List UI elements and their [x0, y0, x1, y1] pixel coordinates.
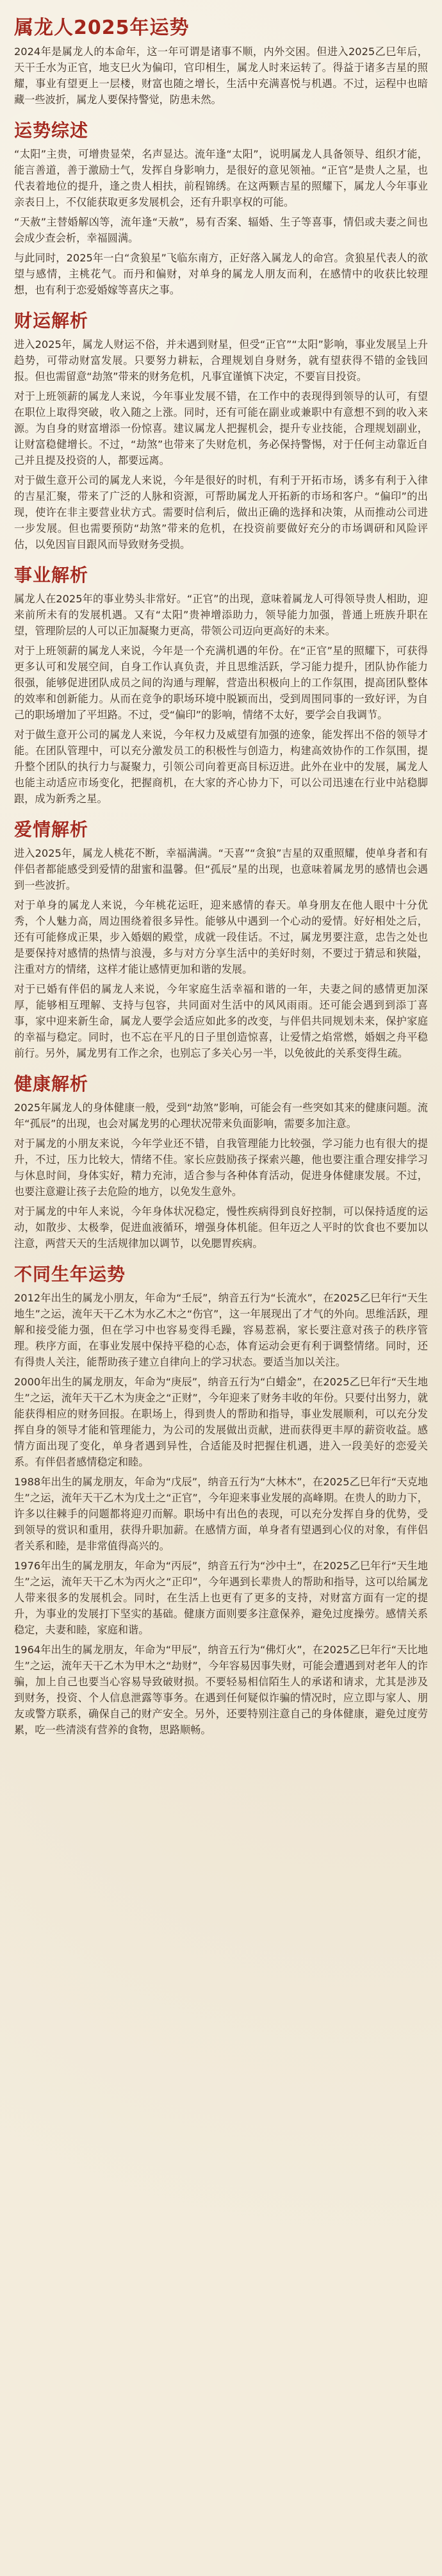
section-paragraph: 对于属龙的中年人来说，今年身体状况稳定，慢性疾病得到良好控制，可以保持适度的运动，如散步、太极拳，促进血液循环，增强身体机能。但年迈之人平时的饮食也不要加以注意，两营天天的生活规律加以调节，以免腮胃疾病。	[14, 1205, 428, 1250]
section-heading: 爱情解析	[14, 819, 89, 840]
section-heading: 运势综述	[14, 120, 89, 141]
section-paragraph: 对于上班领薪的属龙人来说，今年事业发展不错，在工作中的表现得到领导的认可，有望在职位上取得突破，收入随之上涨。同时，还有可能在副业或兼职中有意想不到的收入来源。为自身的财富增添一份惊喜。建议属龙人把握机会，提升专业技能，合理规划副业，让财富稳健增长。不过，“劫煞”也带来了失财危机，务必保持警惕，对于任何主动靠近自己并且提及投资的人，都要远离。	[14, 390, 428, 466]
section-paragraph: 1964年出生的属龙朋友，年命为“甲辰”，纳音五行为“佛灯火”，在2025乙巳年行“天比地生”之运，流年天干乙木为甲木之“劫财”，今年容易因事失财，可能会遭遇到对老年人的诈骗，加上自己也要当心容易导致破财损。不要轻易相信陌生人的承诺和请求，尤其是涉及到财务，投资、个人信息泄露等事务。在遇到任何疑似诈骗的情况时，应立即与家人、朋友或警方联系，确保自己的财产安全。另外，还要特别注意自己的身体健康，避免过度劳累，吃一些清淡有营养的食物，思路顺畅。	[14, 1644, 428, 1736]
section-overview	[14, 117, 428, 298]
section-heading: 健康解析	[14, 1073, 89, 1094]
section-paragraph: 1976年出生的属龙朋友，年命为“丙辰”，纳音五行为“沙中土”，在2025乙巳年行“天生地生”之运，流年天干乙木为丙火之“正印”，今年遇到长辈贵人的帮助和指导，这可以给属龙人带来很多的发展机会。同时，在生活上也更有了更多的支持，对财富方面有一定的提升，为事业的发展打下坚实的基础。健康方面则要多注意保养，避免过度操劳。感情关系稳定，夫妻和睦，家庭和谐。	[14, 1560, 428, 1636]
section-birth-years	[14, 1260, 428, 1738]
section-wealth	[14, 307, 428, 552]
section-paragraph: 对于属龙的小朋友来说，今年学业还不错，自我管理能力比较强，学习能力也有很大的提升，不过，压力比较大，情绪不佳。家长应鼓励孩子探索兴趣，他也要注重合理安排学习与休息时间，身体实好，精力充沛，适合参与各种体育活动，促进身体健康发展。不过，也要注意避让孩子去危险的地方，以免发生意外。	[14, 1137, 428, 1198]
section-paragraph: 2012年出生的属龙小朋友，年命为“壬辰”，纳音五行为“长流水”，在2025乙巳年行“天生地生”之运，流年天干乙木为水乙木之“伤官”，这一年展现出了才气的外向。思维活跃，理解和接受能力强，但在学习中也容易变得毛躁，容易惹祸，家长要注意对孩子的秩序管理。秩序方面，在事业发展中保持平稳的心态，体育运动会更有利于调整情绪。同时，还有得贵人关注，能帮助孩子建立自律向上的学习状态。要适当加以关注。	[14, 1292, 428, 1368]
section-paragraph: “天赦”主替婚解凶等，流年逢“天赦”，易有否案、辐婚、生子等喜事，情侣或夫妻之间也会成少查会析，幸福圆满。	[14, 216, 428, 244]
section-heading: 财运解析	[14, 310, 89, 331]
section-heading: 事业解析	[14, 565, 89, 586]
section-paragraph: 与此同时，2025年一白“贪狼星”飞临东南方，正好落入属龙人的命宫。贪狼星代表人的欲望与感情，主桃花气。而丹和偏财，对单身的属龙人朋友而利，在感情中的收获比较理想，也有利于恋爱婚嫁等喜庆之事。	[14, 252, 428, 296]
section-paragraph: 对于上班领薪的属龙人来说，今年是一个充满机遇的年份。在“正官”星的照耀下，可获得更多认可和发展空间，自身工作认真负责，并且思维活跃，学习能力提升，团队协作能力很强，能够促进团队成员之间的沟通与理解，营造出积极向上的工作氛围，提高团队整体的效率和创新能力。从而在竞争的职场环境中脱颖而出，受到周围同事的一致好评，为自己的职场增加了平坦路。不过，受“偏印”的影响，情绪不太好，要学会自我调节。	[14, 645, 428, 721]
section-paragraph: 1988年出生的属龙朋友，年命为“戊辰”，纳音五行为“大林木”，在2025乙巳年行“天克地生”之运，流年天干乙木为戊土之“正官”，今年迎来事业发展的高峰期。在贵人的助力下，许多以往棘手的问题都将迎刃而解。职场中有出色的表现，可以充分发挥自身的优势，受到领导的赏识和重用，获得升职加薪。在感情方面，单身者有望遇到心仪的对象，有伴侣者关系和睦，是非常值得高兴的。	[14, 1476, 428, 1552]
intro-paragraph: 2024年是属龙人的本命年，这一年可谓是诸事不顺，内外交困。但进入2025乙巳年后，天干壬水为正官，地支巳火为偏印，官印相生，属龙人时来运转了。得益于诸多吉星的照耀，事业有望更上一层楼，财富也随之增长，生活中充满喜悦与机遇。不过，运程中也暗藏一些波折，属龙人要保持警觉，防患未然。	[14, 45, 428, 106]
section-paragraph: 进入2025年，属龙人桃花不断，幸福满满。“天喜”“贪狼”吉星的双重照耀，使单身者和有伴侣者都能感受到爱情的甜蜜和温馨。但“孤辰”星的出现，也意味着属龙男的感情也会遇到一些波折。	[14, 847, 428, 891]
section-paragraph: 进入2025年，属龙人财运不俗，并未遇到财星，但受“正官”“太阳”影响，事业发展呈上升趋势，可带动财富发展。只要努力耕耘，合理规划自身财务，就有望获得不错的金钱回报。但也需留意“劫煞”带来的财务危机，凡事宜谨慎下决定，不要盲目投资。	[14, 338, 428, 383]
section-paragraph: 对于做生意开公司的属龙人来说，今年是很好的时机，有利于开拓市场，诱多有利于入律的吉星汇聚，带来了广泛的人脉和资源，可帮助属龙人开拓新的市场和客户。“偏印”的出现，使许在非主要营业状方式。需要时信利后，做出正确的选择和决策，从而推动公司进一步发展。但也需要预防“劫煞”带来的危机，在投资前要做好充分的市场调研和风险评估，以免因盲目跟风而导致财务受损。	[14, 474, 428, 550]
section-paragraph: 2000年出生的属龙朋友，年命为“庚辰”，纳音五行为“白蜡金”，在2025乙巳年行“天生地生”之运，流年天干乙木为庚金之“正财”，今年迎来了财务丰收的年份。只要付出努力，就能获得相应的财务回报。在职场上，得到贵人的帮助和指导，事业发展顺利，可以充分发挥自身的领导才能和管理能力，为公司的发展做出贡献，进而获得更丰厚的薪资收益。感情方面出现了变化，单身者遇到异性，合适能及时把握住机遇，进入一段美好的恋爱关系。有伴侣者感情稳定和睦。	[14, 1376, 428, 1468]
intro-block	[14, 44, 428, 108]
section-paragraph: 属龙人在2025年的事业势头非常好。“正官”的出现，意味着属龙人可得领导贵人相助，迎来前所未有的发展机遇。又有“太阳”贵神增添助力，领导能力加强，普通上班族升职在望，管理阶层的人可以正加凝聚力更高，带领公司迈向更高好的未来。	[14, 593, 428, 637]
page-title: 属龙人2025年运势	[14, 17, 190, 39]
section-paragraph: 对于做生意开公司的属龙人来说，今年权力及威望有加强的迹象，能发挥出不俗的领导才能。在团队管理中，可以充分激发员工的积极性与创造力，构建高效协作的工作氛围，提升整个团队的执行力与凝聚力，引领公司向着更高目标迈进。此外在业中的发展，属龙人也能主动适应市场变化，把握商机，在大家的齐心协力下，可以公司迅速在行业中站稳脚跟，成为新秀之星。	[14, 729, 428, 805]
section-love	[14, 816, 428, 1061]
section-health	[14, 1070, 428, 1251]
section-heading: 不同生年运势	[14, 1264, 126, 1285]
section-paragraph: 对于已婚有伴侣的属龙人来说，今年家庭生活幸福和谐的一年，夫妻之间的感情更加深厚，能够相互理解、支持与包容，共同面对生活中的风风雨雨。还可能会遇到到添丁喜事，家中迎来新生命，属龙人要学会适应如此多的改变，与伴侣共同规划未来，保护家庭的幸福与稳定。同时，也不忘在平凡的日子里创造惊喜，让爱情之焰常燃，婚姻之舟平稳前行。另外，属龙男有工作之余，也别忘了多关心另一半，以免彼此的关系变得生疏。	[14, 983, 428, 1059]
section-paragraph: “太阳”主贵，可增贵显荣，名声显达。流年逢“太阳”，说明属龙人具备领导、组织才能，能言善道，善于激励士气，发挥自身影响力，是很好的意见领袖。“正官”是贵人之星，也代表着地位的提升，逢之贵人相扶，前程锦绣。在这两颗吉星的照耀下，属龙人今年事业亲表日上，不仅能获取更多发展机会，还有升职享权的可能。	[14, 148, 428, 208]
section-career	[14, 561, 428, 807]
section-paragraph: 2025年属龙人的身体健康一般，受到“劫煞”影响，可能会有一些突如其来的健康问题。流年“孤辰”的出现，也会对属龙男的心理状况带来负面影响，需要多加注意。	[14, 1102, 428, 1130]
section-paragraph: 对于单身的属龙人来说，今年桃花运旺，迎来感情的春天。单身朋友在他人眼中十分优秀，个人魅力高，周边围绕着很多异性。能够从中遇到一个心动的爱情。好好相处之后，还有可能修成正果，步入婚姻的殿堂，成就一段佳话。不过，属龙男要注意，忠告之处也是要保持对感情的热情与浪漫，多与对方分享生活中的美好时刻，不要过于猜忌和狭隘，注重对方的情绪，这样才能让感情更加和谐的发展。	[14, 899, 428, 975]
